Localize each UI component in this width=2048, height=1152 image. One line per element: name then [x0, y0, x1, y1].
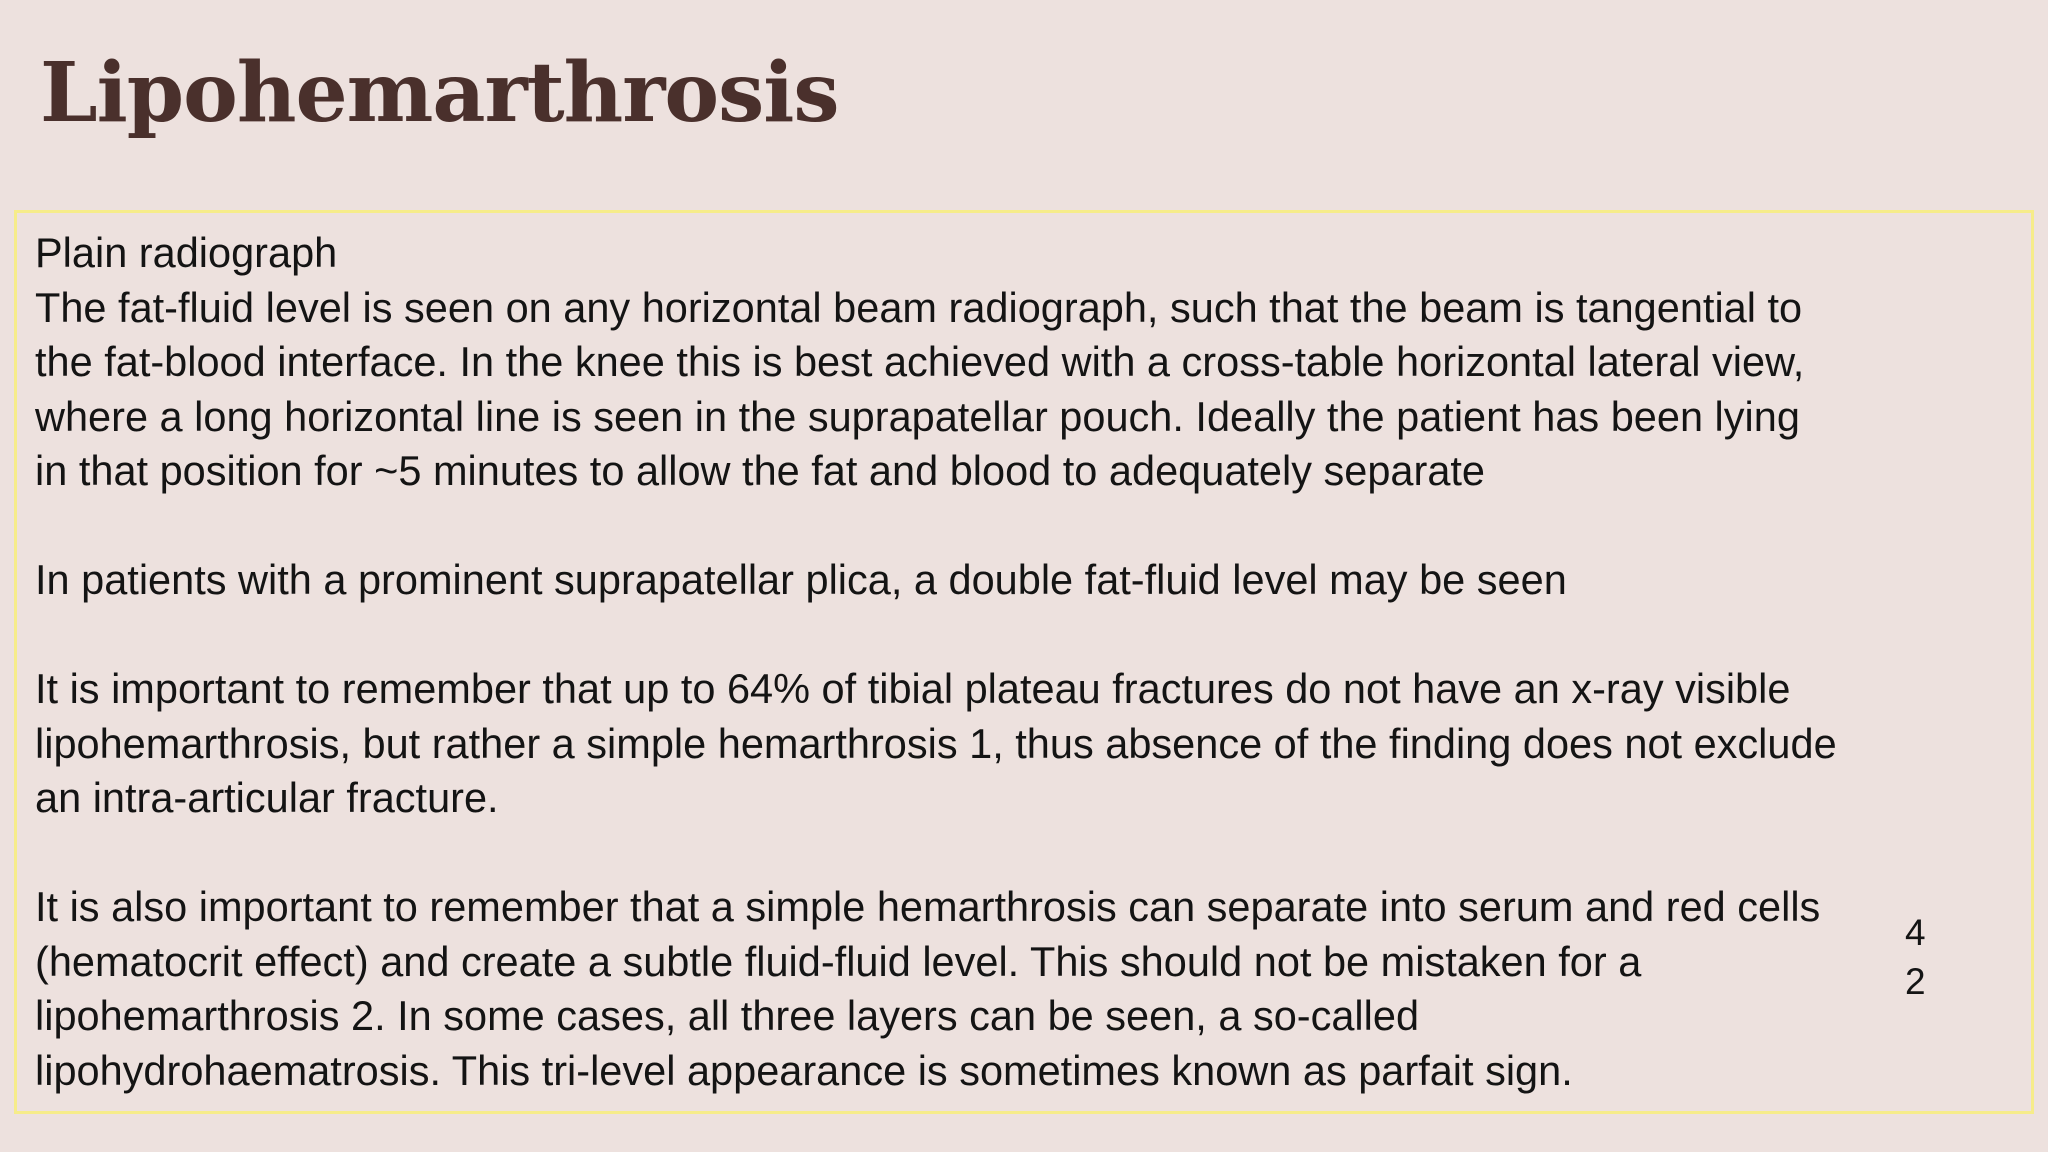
slide-title: Lipohemarthrosis	[40, 45, 839, 141]
paragraph-tibial-plateau: It is important to remember that up to 64% of tibial plateau fractures do not have an x-ray visible lipohemarthrosis, but rather a simple hemarthrosis 1, thus absence of the finding does not exclude an intra-articular fracture.	[35, 665, 1837, 821]
paragraph-fat-fluid-level: The fat-fluid level is seen on any horizontal beam radiograph, such that the beam is tangential to the fat-blood interface. In the knee this is best achieved with a cross-table horizontal lateral view, where a long horizontal line is seen in the suprapatellar pouch. Ideally the patient has been lying in that position for ~5 minutes to allow the fat and blood to adequately separate	[35, 283, 1805, 494]
slide-number-digit: 2	[1905, 961, 1926, 1002]
paragraph-suprapatellar-plica: In patients with a prominent suprapatellar plica, a double fat-fluid level may be seen	[35, 556, 1567, 603]
paragraph-spacer	[35, 499, 2025, 554]
paragraph-spacer	[35, 608, 2025, 663]
paragraph-spacer	[35, 826, 2025, 881]
slide-number	[1905, 908, 1926, 1006]
slide-body	[35, 226, 2025, 1098]
slide-number-digit: 4	[1905, 912, 1926, 953]
section-heading: Plain radiograph	[35, 229, 338, 276]
paragraph-hematocrit-effect: It is also important to remember that a simple hemarthrosis can separate into serum and red cells (hematocrit effect) and create a subtle fluid-fluid level. This should not be mistaken for a lipohemarthrosis 2. In some cases, all three layers can be seen, a so-called lipohydrohaematrosis. This tri-level appearance is sometimes known as parfait sign.	[35, 883, 1821, 1094]
